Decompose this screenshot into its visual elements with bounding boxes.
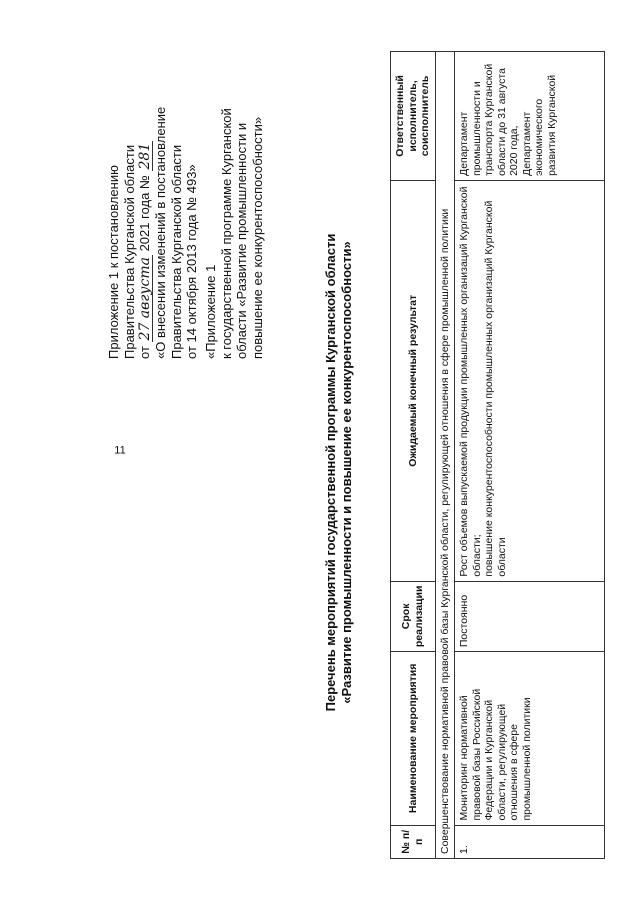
title-line: «Развитие промышленности и повышение ее конкурентоспособности»	[339, 241, 354, 704]
annex-line: Правительства Курганской области	[121, 144, 137, 359]
program-annex-header	[203, 39, 265, 359]
header-executor: Ответственный исполнитель, соисполнитель	[391, 52, 436, 181]
annex-line: области «Развитие промышленности и	[234, 122, 249, 359]
row-num: 1.	[455, 825, 605, 858]
measures-table	[390, 51, 605, 859]
table-row	[455, 52, 605, 859]
section-title: Совершенствование нормативной правовой базы Курганской области, регулирующей отношения в сфере промышленной политики	[435, 52, 455, 859]
document-title	[323, 190, 355, 755]
annex-line: от 14 октября 2013 года № 493»	[184, 164, 199, 359]
annex-line: к государственной программе Курганской	[218, 108, 234, 359]
annex-date-mid: 2021 года №	[137, 175, 152, 252]
section-row	[435, 52, 455, 859]
table-header-row	[391, 52, 436, 859]
annex-line: Правительства Курганской области	[168, 144, 184, 359]
row-term: Постоянно	[455, 581, 605, 652]
annex-date-prefix: от	[137, 346, 152, 359]
title-line: Перечень мероприятий государственной программы Курганской области	[323, 233, 338, 712]
header-term: Срок реализации	[391, 581, 436, 652]
row-executor: Департамент промышленности и транспорта Курганской области до 31 августа 2020 года, Департамент экономического развития Курганской	[455, 52, 605, 181]
annex-line: Приложение 1 к постановлению	[106, 165, 121, 359]
row-name: Мониторинг нормативной правовой базы Российской Федерации и Курганской области, регулирующей отношения в сфере промышленной политики	[455, 652, 605, 825]
header-num: № п/п	[391, 825, 436, 858]
annex-date-line	[137, 19, 153, 359]
row-result: Рост объемов выпускаемой продукции промышленных организаций Курганской области; повышение конкурентоспособности промышленных организаций Курганской области	[455, 180, 605, 581]
page-number: 11	[114, 444, 126, 457]
handwritten-number: 281	[137, 142, 153, 170]
header-result: Ожидаемый конечный результат	[391, 180, 436, 581]
annex-line: «Приложение 1	[203, 264, 218, 359]
annex-line: повышение ее конкурентоспособности»	[249, 116, 265, 359]
annex-header	[106, 19, 200, 359]
annex-line: «О внесении изменений в постановление	[153, 106, 168, 359]
header-name: Наименование мероприятия	[391, 652, 436, 825]
handwritten-date: 27 августа	[137, 257, 153, 341]
